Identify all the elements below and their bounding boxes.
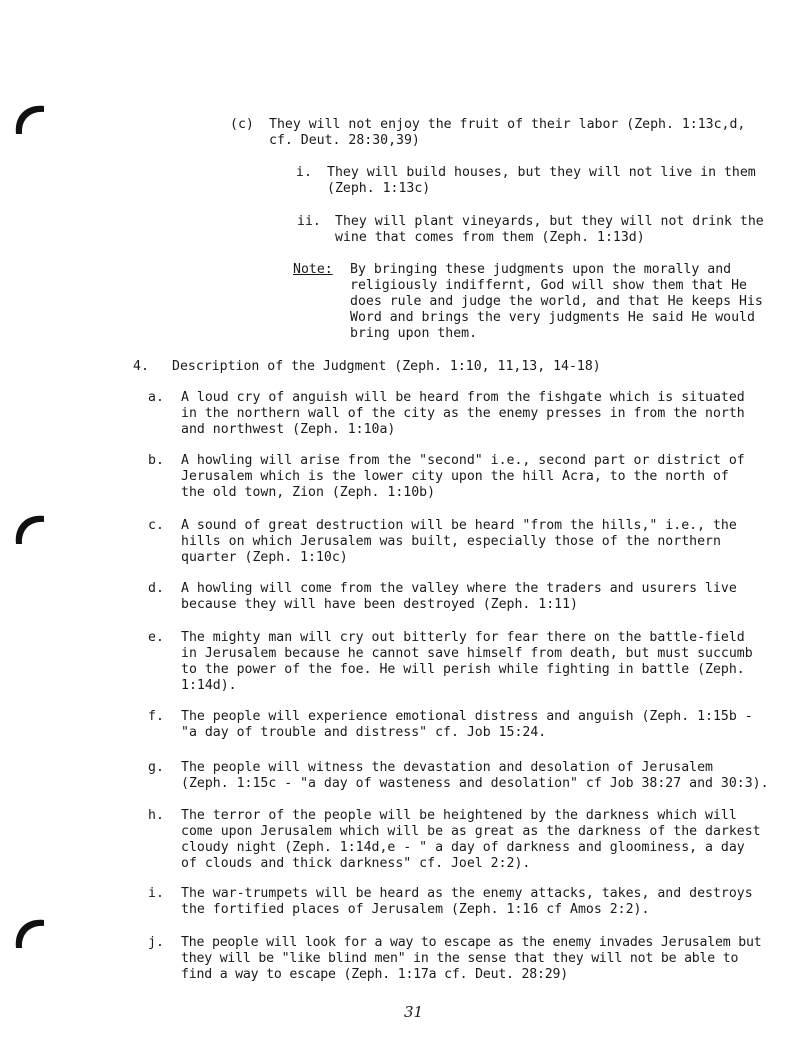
item-label: c. — [148, 518, 164, 533]
item-label: i. — [148, 886, 164, 901]
item-label: h. — [148, 808, 164, 823]
section-title: Description of the Judgment (Zeph. 1:10, 11,13, 14-18) — [172, 359, 601, 374]
item-label: i. — [296, 165, 312, 180]
item-text: They will build houses, but they will not live in them (Zeph. 1:13c) — [327, 165, 756, 196]
item-label: (c) — [230, 117, 254, 132]
page-number: 31 — [404, 1003, 424, 1021]
item-text: The mighty man will cry out bitterly for fear there on the battle-field in Jerusalem because he cannot save himself from death, but must succumb to the power of the foe. He will perish while fighting in battle (Zeph. 1:14d). — [181, 630, 753, 693]
item-text: A howling will come from the valley where the traders and usurers live because they will have been destroyed (Zeph. 1:11) — [181, 581, 737, 612]
item-label: b. — [148, 453, 164, 468]
item-label: e. — [148, 630, 164, 645]
item-label: d. — [148, 581, 164, 596]
item-label: a. — [148, 390, 164, 405]
item-text: A sound of great destruction will be heard "from the hills," i.e., the hills on which Jerusalem was built, especially those of the northern quarter (Zeph. 1:10c) — [181, 518, 737, 565]
item-text: A howling will arise from the "second" i.e., second part or district of Jerusalem which is the lower city upon the hill Acra, to the north of the old town, Zion (Zeph. 1:10b) — [181, 453, 745, 500]
item-text: They will not enjoy the fruit of their labor (Zeph. 1:13c,d, cf. Deut. 28:30,39) — [269, 117, 746, 148]
item-label: j. — [148, 935, 164, 950]
binder-hole-icon — [12, 102, 46, 136]
item-label: ii. — [297, 214, 321, 229]
note-text: By bringing these judgments upon the morally and religiously indiffernt, God will show them that He does rule and judge the world, and that He keeps His Word and brings the very judgments He said He would bring upon them. — [350, 262, 763, 341]
note-label: Note: — [293, 262, 333, 277]
item-text: The war-trumpets will be heard as the enemy attacks, takes, and destroys the fortified places of Jerusalem (Zeph. 1:16 cf Amos 2:2). — [181, 886, 753, 917]
item-label: 4. — [133, 359, 149, 374]
binder-hole-icon — [12, 512, 46, 546]
item-text: They will plant vineyards, but they will not drink the wine that comes from them (Zeph. 1:13d) — [335, 214, 764, 245]
item-text: The terror of the people will be heightened by the darkness which will come upon Jerusalem which will be as great as the darkness of the darkest cloudy night (Zeph. 1:14d,e - " a day of darkness and gloominess, a day of clouds and thick darkness" cf. Joel 2:2). — [181, 808, 761, 871]
item-text: The people will witness the devastation and desolation of Jerusalem (Zeph. 1:15c - "a day of wasteness and desolation" cf Job 38:27 and 30:3). — [181, 760, 769, 791]
binder-hole-icon — [12, 916, 46, 950]
item-text: The people will look for a way to escape as the enemy invades Jerusalem but they will be "like blind men" in the sense that they will not be able to find a way to escape (Zeph. 1:17a cf. Deut. 28:29) — [181, 935, 762, 982]
item-label: g. — [148, 760, 164, 775]
item-text: The people will experience emotional distress and anguish (Zeph. 1:15b - "a day of trouble and distress" cf. Job 15:24. — [181, 709, 753, 740]
item-label: f. — [148, 709, 164, 724]
item-text: A loud cry of anguish will be heard from the fishgate which is situated in the northern wall of the city as the enemy presses in from the north and northwest (Zeph. 1:10a) — [181, 390, 745, 437]
